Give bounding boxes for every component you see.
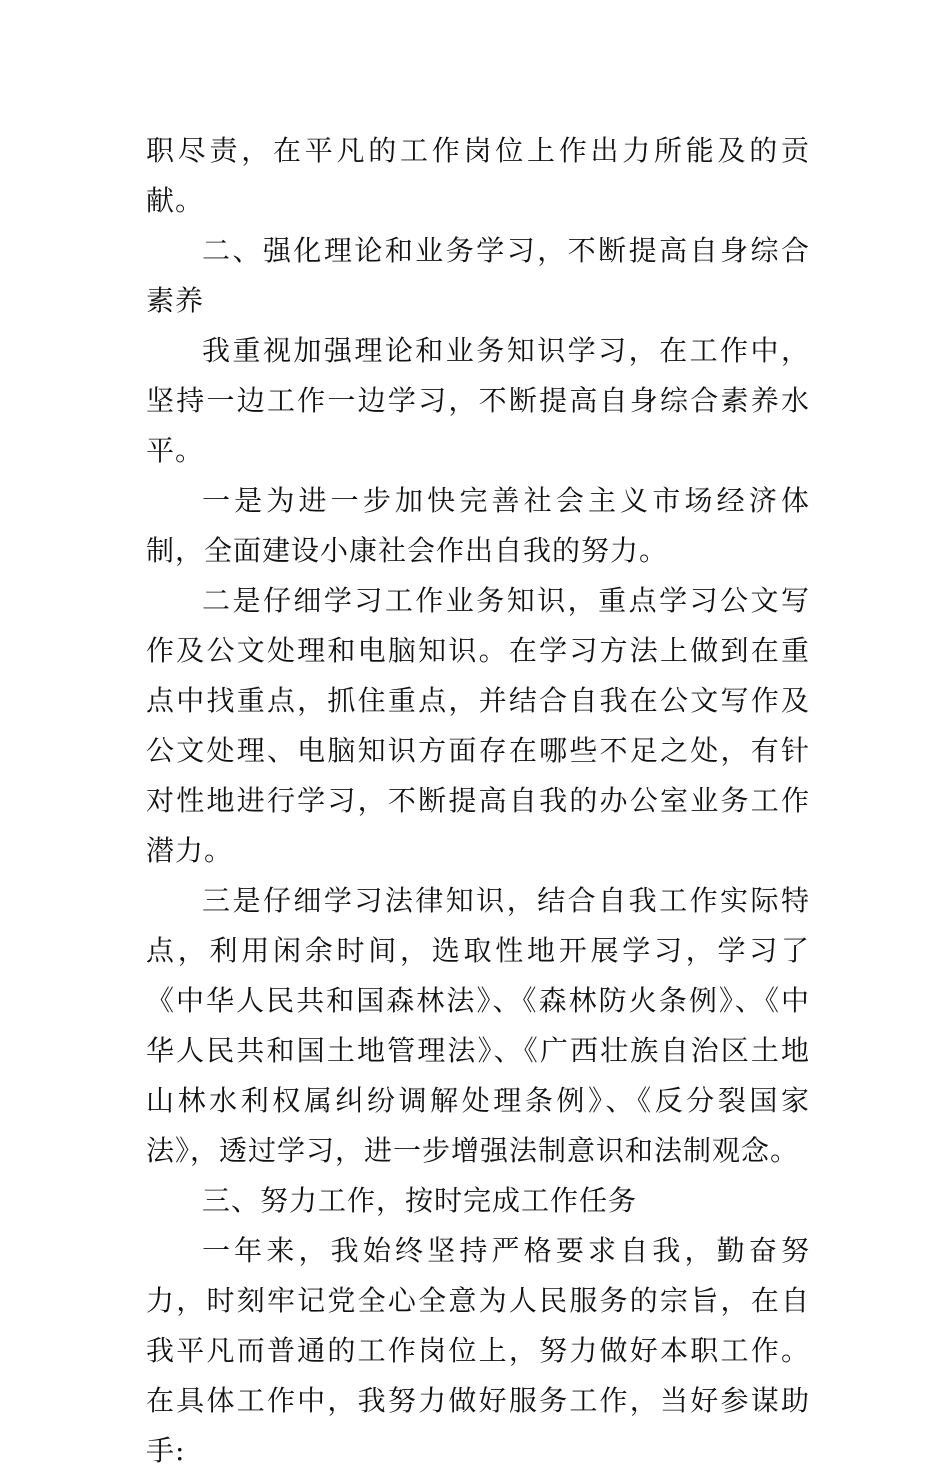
paragraph-point-three: 三是仔细学习法律知识，结合自我工作实际特点，利用闲余时间，选取性地开展学习，学习了《中华人民共和国森林法》、《森林防火条例》、《中华人民共和国土地管理法》、《广西壮族自治区土地山林水利权属纠纷调解处理条例》、《反分裂国家法》，透过学习，进一步增强法制意识和法制观念。 <box>146 884 810 1167</box>
paragraph-point-two: 二是仔细学习工作业务知识，重点学习公文写作及公文处理和电脑知识。在学习方法上做到在重点中找重点，抓住重点，并结合自我在公文写作及公文处理、电脑知识方面存在哪些不足之处，有针对性地进行学习，不断提高自我的办公室业务工作潜力。 <box>146 584 810 867</box>
paragraph-work-summary: 一年来，我始终坚持严格要求自我，勤奋努力，时刻牢记党全心全意为人民服务的宗旨，在自我平凡而普通的工作岗位上，努力做好本职工作。在具体工作中，我努力做好服务工作，当好参谋助手: <box>146 1234 810 1467</box>
section-heading-three: 三、努力工作，按时完成工作任务 <box>202 1184 638 1217</box>
paragraph-point-one: 一是为进一步加快完善社会主义市场经济体制，全面建设小康社会作出自我的努力。 <box>146 484 810 567</box>
section-heading-two: 二、强化理论和业务学习，不断提高自身综合素养 <box>146 234 810 317</box>
document-body <box>146 126 810 1476</box>
paragraph-continuation: 职尽责，在平凡的工作岗位上作出力所能及的贡献。 <box>146 134 810 217</box>
paragraph-study-intro: 我重视加强理论和业务知识学习，在工作中，坚持一边工作一边学习，不断提高自身综合素养水平。 <box>146 334 810 467</box>
